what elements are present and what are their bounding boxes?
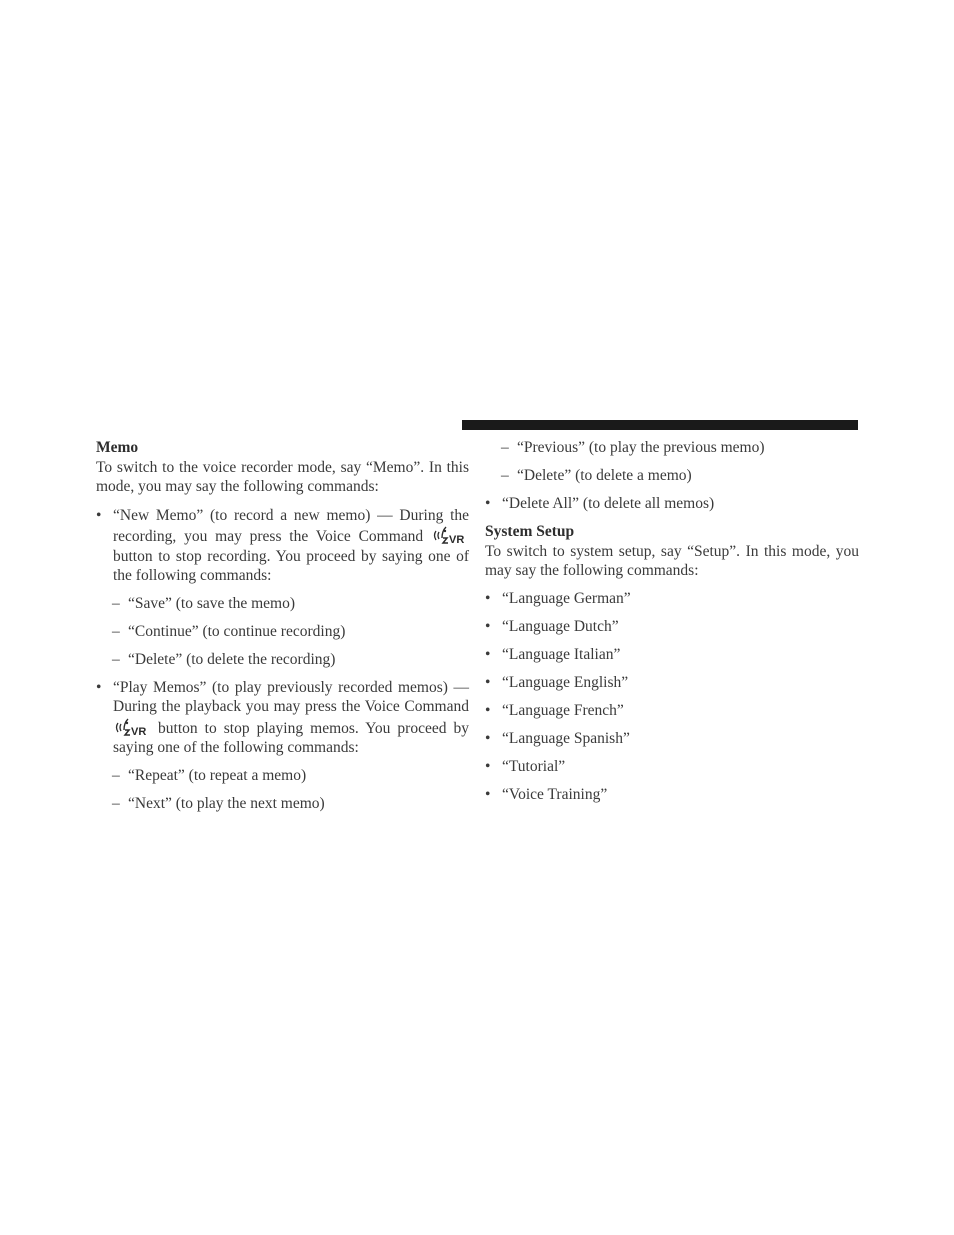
sub-command-text: “Delete” (to delete the recording) (128, 650, 336, 668)
new-memo-text-2: button to stop recording. You proceed by saying one of the following commands: (113, 547, 469, 584)
setup-command-item (485, 729, 859, 749)
setup-command-text: “Language German” (502, 590, 631, 607)
play-memos-sub-repeat (96, 766, 469, 786)
section-rule (462, 420, 858, 430)
setup-command-text: “Language Spanish” (502, 730, 630, 747)
play-memos-sub-delete (485, 466, 859, 486)
dash-mark: – (112, 766, 120, 784)
system-setup-intro: To switch to system setup, say “Setup”. In this mode, you may say the following commands: (485, 542, 859, 579)
dash-mark: – (112, 594, 120, 612)
svg-text:VR: VR (131, 725, 147, 737)
bullet-mark: • (485, 786, 491, 803)
dash-mark: – (501, 467, 509, 484)
delete-all-item (485, 494, 859, 514)
setup-command-text: “Voice Training” (502, 786, 608, 803)
bullet-mark: • (96, 678, 102, 696)
new-memo-text-1: “New Memo” (to record a new memo) — During the recording, you may press the Voice Command (113, 506, 469, 545)
new-memo-sub-continue (96, 622, 469, 642)
voice-command-icon (433, 525, 467, 545)
play-memos-sub-previous (485, 438, 859, 458)
sub-command-text: “Continue” (to continue recording) (128, 622, 346, 640)
memo-heading: Memo (96, 439, 139, 456)
bullet-mark: • (96, 506, 102, 524)
setup-command-item (485, 645, 859, 665)
setup-command-item (485, 617, 859, 637)
play-memos-item (96, 678, 469, 758)
bullet-mark: • (485, 702, 491, 719)
sub-command-text: “Previous” (to play the previous memo) (517, 439, 765, 456)
sub-command-text: “Next” (to play the next memo) (128, 794, 325, 812)
dash-mark: – (112, 622, 120, 640)
svg-text:VR: VR (449, 534, 465, 545)
setup-command-item (485, 673, 859, 693)
setup-command-item (485, 785, 859, 805)
right-column (485, 438, 859, 805)
setup-command-text: “Language Italian” (502, 646, 621, 663)
sub-command-text: “Delete” (to delete a memo) (517, 467, 692, 484)
system-setup-heading: System Setup (485, 523, 575, 540)
setup-command-item (485, 589, 859, 609)
bullet-mark: • (485, 646, 491, 663)
play-memos-sub-next (96, 794, 469, 814)
setup-command-text: “Language French” (502, 702, 624, 719)
delete-all-text: “Delete All” (to delete all memos) (502, 495, 715, 512)
new-memo-sub-delete (96, 650, 469, 670)
sub-command-text: “Repeat” (to repeat a memo) (128, 766, 307, 784)
bullet-mark: • (485, 590, 491, 607)
bullet-mark: • (485, 618, 491, 635)
dash-mark: – (112, 650, 120, 668)
setup-command-text: “Language English” (502, 674, 629, 691)
play-memos-text-1: “Play Memos” (to play previously recorded memos) — During the playback you may press the Voice Command (113, 678, 469, 715)
setup-command-text: “Language Dutch” (502, 618, 619, 635)
setup-command-text: “Tutorial” (502, 758, 566, 775)
play-memos-text-2: button to stop playing memos. You proceed by saying one of the following commands: (113, 719, 469, 756)
voice-command-icon (115, 717, 149, 737)
new-memo-item (96, 506, 469, 586)
memo-intro: To switch to the voice recorder mode, say “Memo”. In this mode, you may say the following commands: (96, 458, 469, 495)
sub-command-text: “Save” (to save the memo) (128, 594, 295, 612)
bullet-mark: • (485, 758, 491, 775)
setup-command-item (485, 757, 859, 777)
bullet-mark: • (485, 674, 491, 691)
dash-mark: – (501, 439, 509, 456)
new-memo-sub-save (96, 594, 469, 614)
bullet-mark: • (485, 495, 491, 512)
dash-mark: – (112, 794, 120, 812)
setup-command-item (485, 701, 859, 721)
left-column (96, 438, 469, 813)
bullet-mark: • (485, 730, 491, 747)
